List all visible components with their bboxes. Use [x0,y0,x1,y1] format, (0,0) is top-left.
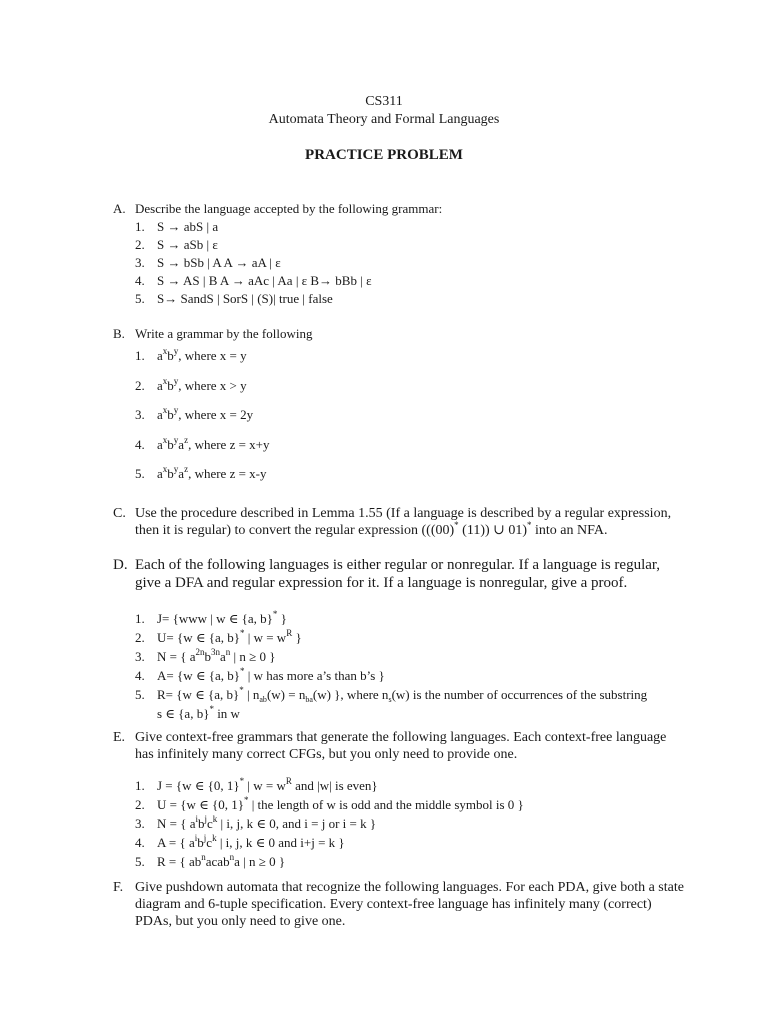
section-letter: E. [113,730,126,745]
list-item: 5. R= {w ∈ {a, b}* | $n_{ab}(w) = n_{ba}(w)$ }, where $n_s(w)$ is the number of occurrences of the substring s ∈ {a, b}* in w [135,685,648,721]
course-subtitle: Automata Theory and Formal Languages [268,112,500,127]
section-prompt: Describe the language accepted by the following grammar: [135,201,443,216]
section-e [113,729,713,763]
document-title: PRACTICE PROBLEM [305,147,463,163]
list-item: 5. S→ SandS | SorS | (S)| true | false [135,291,333,306]
section-letter: B. [113,326,125,341]
list-item: 2. S → aSb | ε [135,237,218,252]
list-item: 2. U= {w ∈ {a, b}* | $w = w^R$ } [135,628,302,645]
list-item: 1. $a^xb^y$, where x = y [135,346,247,363]
list-item: 2. $a^xb^y$, where x > y [135,375,247,393]
section-letter: C. [113,506,126,521]
text-line: diagram and 6-tuple specification. Every context-free language has infinitely many (correct) [135,897,652,912]
list-item: 4. $a^xb^ya^z$, where z = x+y [135,434,270,452]
text-line: Give context-free grammars that generate the following languages. Each context-free language [135,730,667,745]
cfg-language-list [135,777,715,872]
section-letter: F. [113,880,124,895]
list-item: 2. U = {w ∈ {0, 1}* | the length of w is odd and the middle symbol is 0 } [135,795,524,812]
list-item: 5. R = { $ab^nacab^na$ | n ≥ 0 } [135,852,286,869]
section-letter: D. [113,557,128,573]
list-item: 1. J = {w ∈ {0, 1}* | $w = w^R$ and |w| is even} [135,776,378,793]
list-item: 4. A= {w ∈ {a, b}* | w has more a’s than b’s } [135,666,385,683]
list-item: 3. $a^xb^y$, where x = 2y [135,405,254,422]
section-b [113,326,673,490]
text-line: Use the procedure described in Lemma 1.55 (If a language is described by a regular expression, [135,506,672,521]
list-item: 5. $a^xb^ya^z$, where z = x-y [135,464,267,481]
section-f [113,879,713,930]
list-item: 4. A = { $a^ib^jc^k$ | i, j, k ∈ 0 and i+j = k } [135,833,345,850]
text-line: Each of the following languages is either regular or nonregular. If a language is regular, [135,557,661,573]
section-prompt: Write a grammar by the following [135,326,313,341]
section-text [135,879,713,930]
list-item: 3. N = { $a^{2n}b^{3n}a^n$ | n ≥ 0 } [135,647,276,664]
section-d [113,556,713,592]
text-line: then it is regular) to convert the regular expression (((00)* (11)) ∪ 01)* into an NFA. [135,520,608,538]
section-a [113,201,673,306]
list-item: 1. J= {www | w ∈ {a, b}* } [135,609,287,626]
section-text [135,729,713,763]
list-item: 3. N = { $a^ib^jc^k$ | i, j, k ∈ 0, and i = j or i = k } [135,814,377,831]
text-line: PDAs, but you only need to give one. [135,914,346,929]
grammar-task-list [135,342,673,490]
section-c [113,505,713,540]
course-code: CS311 [365,94,403,109]
list-item: 4. S → AS | B A → aAc | Aa | ε B→ bBb | ε [135,273,372,288]
list-item: 3. S → bSb | A A → aA | ε [135,255,281,270]
text-line: give a DFA and regular expression for it. If a language is nonregular, give a proof. [135,575,628,591]
grammar-list [135,219,673,306]
list-item: 1. S → abS | a [135,219,219,234]
text-line: Give pushdown automata that recognize the following languages. For each PDA, give both a state [135,880,684,895]
section-letter: A. [113,201,126,216]
section-text [135,505,713,540]
section-text [135,556,713,592]
language-list [135,610,715,724]
text-line: has infinitely many correct CFGs, but you only need to provide one. [135,747,518,762]
